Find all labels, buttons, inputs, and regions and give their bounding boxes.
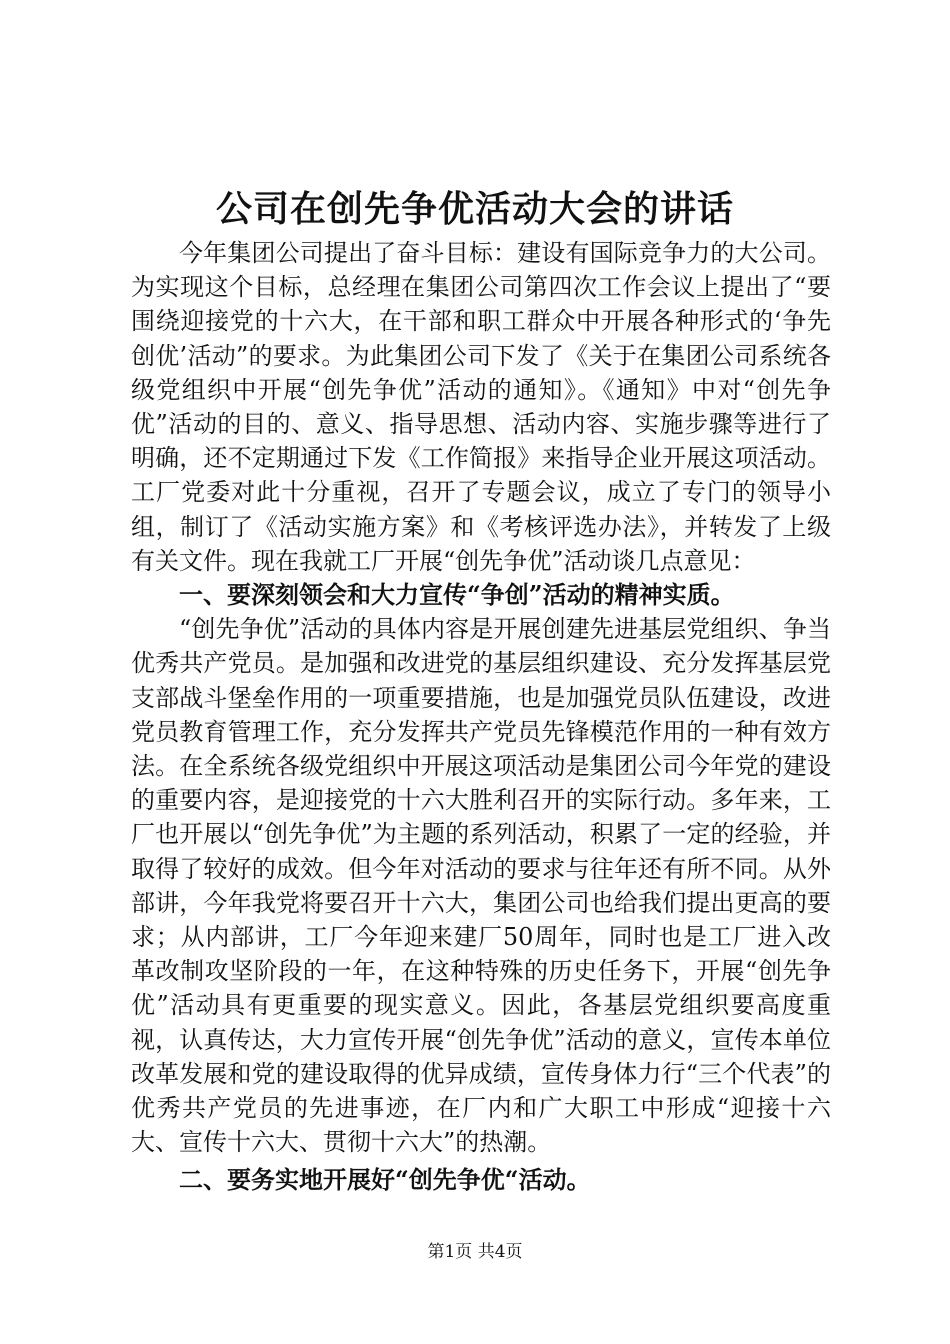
section-heading-2: 二、要务实地开展好“创先争优“活动。	[179, 1165, 591, 1195]
page-footer: 第1页 共4页	[427, 1242, 523, 1262]
document-body	[131, 236, 831, 1198]
section-heading-1: 一、要深刻领会和大力宣传“争创”活动的精神实质。	[179, 580, 735, 610]
intro-paragraph: 今年集团公司提出了奋斗目标：建设有国际竞争力的大公司。为实现这个目标，总经理在集团公司第四次工作会议上提出了“要围绕迎接党的十六大，在干部和职工群众中开展各种形式的‘争先创优’活动”的要求。为此集团公司下发了《关于在集团公司系统各级党组织中开展“创先争优”活动的通知》。《通知》中对“创先争优”活动的目的、意义、指导思想、活动内容、实施步骤等进行了明确，还不定期通过下发《工作简报》来指导企业开展这项活动。工厂党委对此十分重视，召开了专题会议，成立了专门的领导小组，制订了《活动实施方案》和《考核评选办法》，并转发了上级有关文件。现在我就工厂开展“创先争优”活动谈几点意见：	[131, 239, 831, 575]
document-title: 公司在创先争优活动大会的讲话	[215, 188, 734, 230]
section-1-paragraph: “创先争优”活动的具体内容是开展创建先进基层党组织、争当优秀共产党员。是加强和改进党的基层组织建设、充分发挥基层党支部战斗堡垒作用的一项重要措施，也是加强党员队伍建设，改进党员教育管理工作，充分发挥共产党员先锋模范作用的一种有效方法。在全系统各级党组织中开展这项活动是集团公司今年党的建设的重要内容，是迎接党的十六大胜利召开的实际行动。多年来，工厂也开展以“创先争优”为主题的系列活动，积累了一定的经验，并取得了较好的成效。但今年对活动的要求与往年还有所不同。从外部讲，今年我党将要召开十六大，集团公司也给我们提出更高的要求；从内部讲，工厂今年迎来建厂50周年，同时也是工厂进入改革改制攻坚阶段的一年，在这种特殊的历史任务下，开展“创先争优”活动具有更重要的现实意义。因此，各基层党组织要高度重视，认真传达，大力宣传开展“创先争优”活动的意义，宣传本单位改革发展和党的建设取得的优异成绩，宣传身体力行“三个代表”的优秀共产党员的先进事迹，在厂内和广大职工中形成“迎接十六大、宣传十六大、贯彻十六大”的热潮。	[131, 615, 831, 1157]
